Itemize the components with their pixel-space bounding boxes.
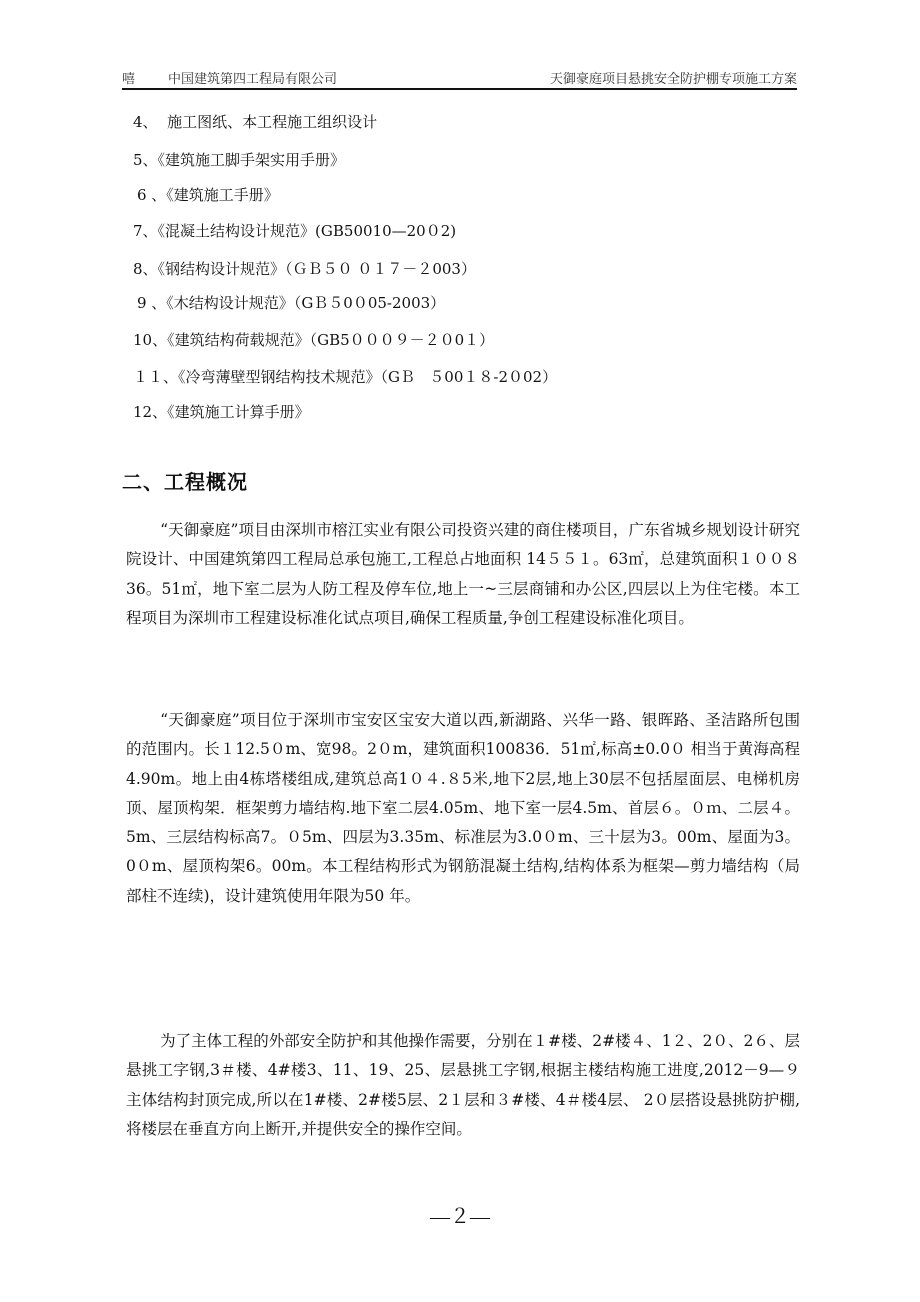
section-heading: 二、工程概况	[122, 470, 248, 494]
header-document-title: 天御豪庭项目悬挑安全防护棚专项施工方案	[549, 72, 797, 87]
reference-item: 6 、《建筑施工手册》	[137, 186, 279, 204]
reference-item: 8、《钢结构设计规范》（ＧＢ５０ ０１７－２003）	[133, 260, 476, 278]
header-mark: 嘻	[122, 72, 136, 87]
paragraph-text: “天御豪庭”项目由深圳市榕江实业有限公司投资兴建的商住楼项目，广东省城乡规划设计研究院设计、中国建筑第四工程局总承包施工,工程总占地面积 14５５１。63㎡，总建筑面积１００８36。51㎡，地下室二层为人防工程及停车位,地上一~三层商铺和办公区,四层以上为住宅楼。本工程项目为深圳市工程建设标准化试点项目,确保工程质量,争创工程建设标准化项目。	[126, 521, 800, 627]
paragraph-protection	[126, 1027, 800, 1144]
reference-item: 9 、《木结构设计规范》（GＢ５0０05-2003）	[137, 294, 446, 312]
paragraph-overview	[126, 516, 800, 633]
reference-item: 5、《建筑施工脚手架实用手册》	[133, 151, 346, 169]
reference-item: 12、《建筑施工计算手册》	[133, 403, 310, 421]
header-rule	[122, 88, 797, 90]
paragraph-location	[126, 706, 800, 911]
reference-item: 7、《混凝土结构设计规范》(GB50010—20０2)	[133, 222, 457, 240]
reference-item: １１、《冷弯薄壁型钢结构技术规范》（GＢ ５00１８-2０02）	[133, 368, 558, 386]
paragraph-text: “天御豪庭”项目位于深圳市宝安区宝安大道以西,新湖路、兴华一路、银晖路、圣洁路所包围的范围内。长１12.5０m、宽98。2０m，建筑面积100836．51㎡,标高±0.0０ 相当于黄海高程4.90m。地上由4栋塔楼组成,建筑总高1０４.８5米,地下2层,地上30层不包括屋面层、电梯机房顶、屋顶构架．框架剪力墙结构.地下室二层4.05m、地下室一层4.5m、首层６。０ｍ、二层４。5m、三层结构标高7。０5m、四层为3.35m、标准层为3.0０m、三十层为3。00m、屋面为3。0０m、屋顶构架6。00m。本工程结构形式为钢筋混凝土结构,结构体系为框架—剪力墙结构（局部柱不连续)，设计建筑使用年限为50 年。	[126, 711, 800, 905]
page-number: —２—	[430, 1206, 490, 1228]
reference-item: 10、《建筑结构荷载规范》（GB5０００９－２０0１）	[133, 331, 495, 349]
page-header	[122, 64, 797, 88]
paragraph-text: 为了主体工程的外部安全防护和其他操作需要，分别在１#楼、2#楼４、1２、2０、2６、层悬挑工字钢,3＃楼、4#楼3、11、19、25、层悬挑工字钢,根据主楼结构施工进度,2012－9—９主体结构封顶完成,所以在1#楼、2#楼5层、2１层和３#楼、4＃楼4层、 2０层搭设悬挑防护棚,将楼层在垂直方向上断开,并提供安全的操作空间。	[126, 1032, 800, 1138]
header-organization: 中国建筑第四工程局有限公司	[168, 72, 338, 87]
reference-item: 4、 施工图纸、本工程施工组织设计	[133, 113, 378, 131]
